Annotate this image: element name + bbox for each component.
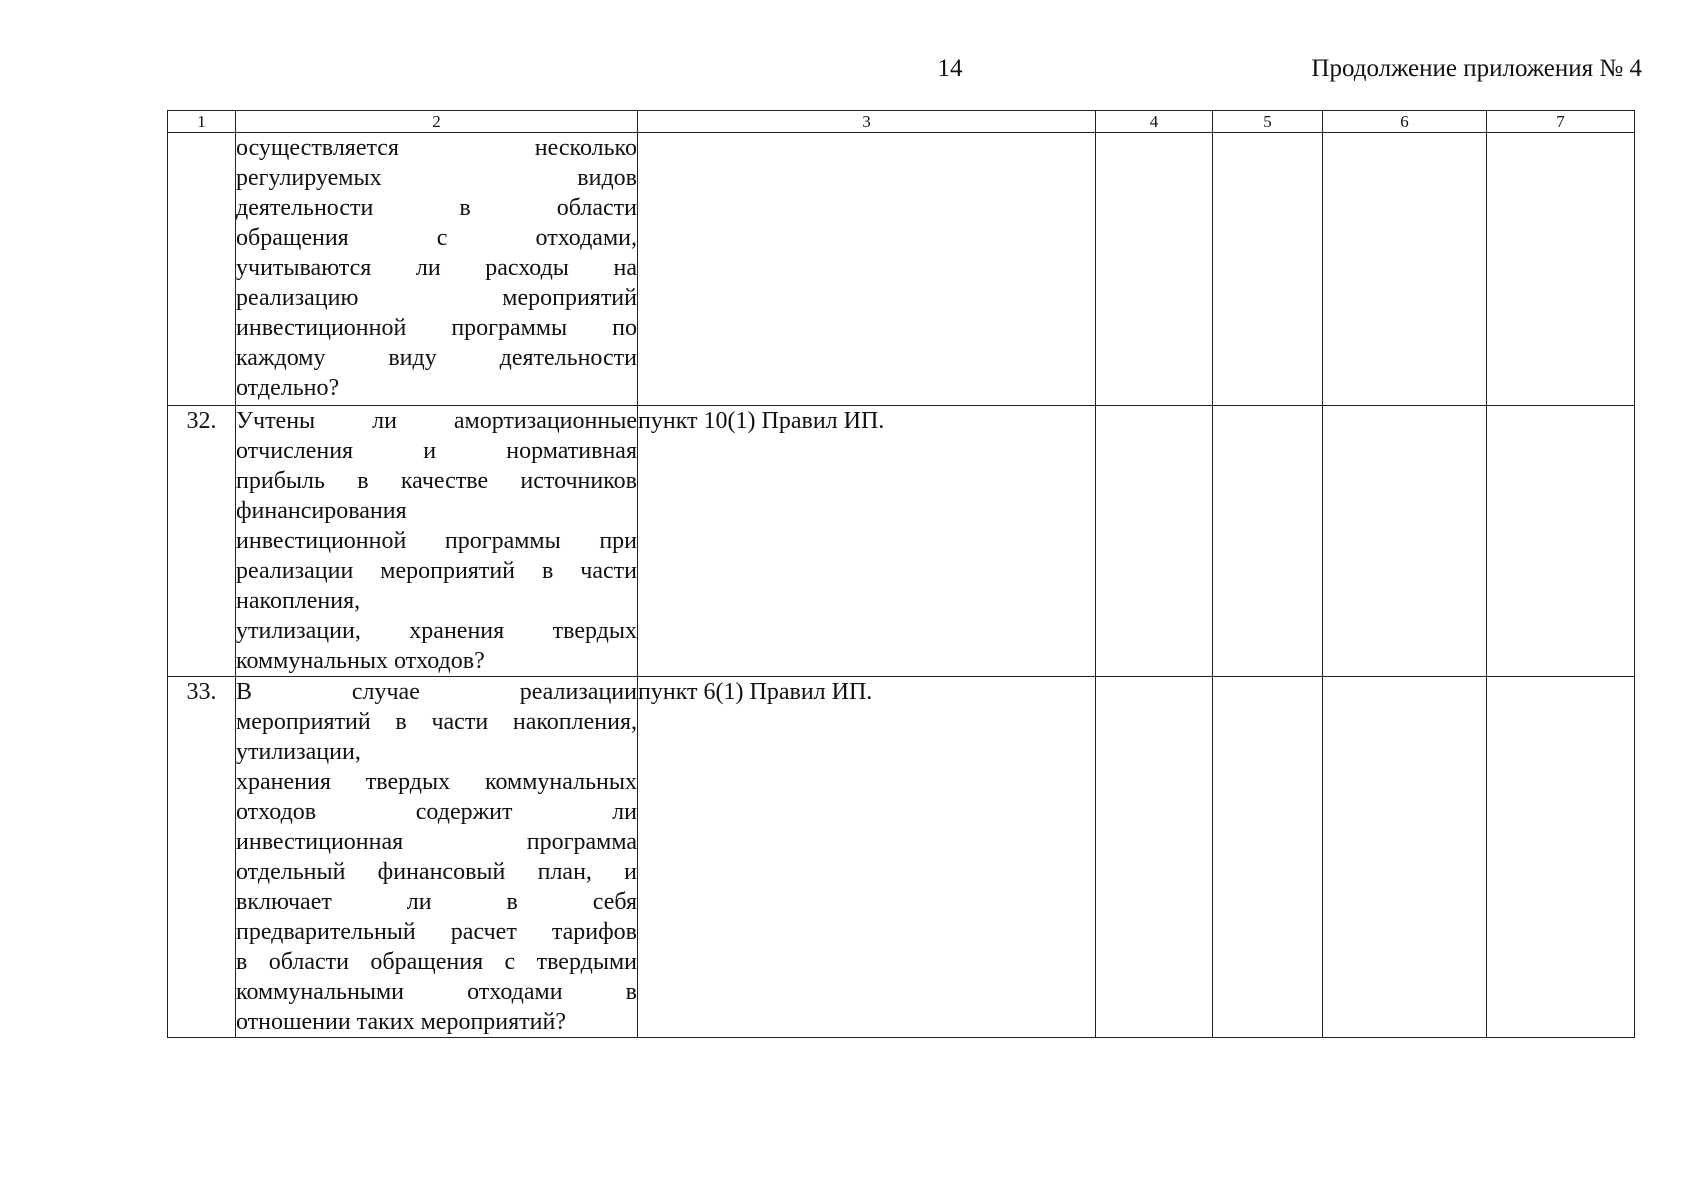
empty-cell xyxy=(1096,133,1213,406)
question-line: отдельный финансовый план, и xyxy=(236,859,637,885)
question-line: Учтены ли амортизационные xyxy=(236,408,637,434)
question-line: утилизации, xyxy=(236,739,361,765)
table-row xyxy=(168,677,1635,1038)
column-header: 6 xyxy=(1323,111,1487,133)
empty-cell xyxy=(1213,406,1323,677)
question-cell xyxy=(236,406,638,677)
empty-cell xyxy=(1323,406,1487,677)
checklist-table xyxy=(167,110,1635,1038)
question-cell xyxy=(236,133,638,406)
question-line: осуществляется несколько xyxy=(236,135,637,161)
question-line: инвестиционной программы при xyxy=(236,528,637,554)
table-row xyxy=(168,133,1635,406)
reference-cell: пункт 6(1) Правил ИП. xyxy=(638,677,1096,1038)
empty-cell xyxy=(1323,133,1487,406)
question-line: инвестиционной программы по xyxy=(236,315,637,341)
empty-cell xyxy=(1487,406,1635,677)
column-header: 2 xyxy=(236,111,638,133)
empty-cell xyxy=(1213,677,1323,1038)
question-line: реализации мероприятий в части xyxy=(236,558,637,584)
question-line: коммунальными отходами в xyxy=(236,979,637,1005)
question-line: обращения с отходами, xyxy=(236,225,637,251)
question-line: реализацию мероприятий xyxy=(236,285,637,311)
question-line: в области обращения с твердыми xyxy=(236,949,637,975)
column-header: 3 xyxy=(638,111,1096,133)
empty-cell xyxy=(1323,677,1487,1038)
question-line: отдельно? xyxy=(236,375,340,401)
question-line: предварительный расчет тарифов xyxy=(236,919,637,945)
table-row xyxy=(168,406,1635,677)
empty-cell xyxy=(1096,677,1213,1038)
continuation-title: Продолжение приложения № 4 xyxy=(1311,55,1642,82)
question-line: инвестиционная программа xyxy=(236,829,637,855)
empty-cell xyxy=(1213,133,1323,406)
question-line: мероприятий в части накопления, xyxy=(236,709,637,735)
question-line: накопления, xyxy=(236,588,361,614)
reference-cell: пункт 10(1) Правил ИП. xyxy=(638,406,1096,677)
column-number-row xyxy=(168,111,1635,133)
question-line: деятельности в области xyxy=(236,195,637,221)
reference-cell xyxy=(638,133,1096,406)
question-line: коммунальных отходов? xyxy=(236,648,485,674)
question-line: отходов содержит ли xyxy=(236,799,637,825)
question-line: каждому виду деятельности xyxy=(236,345,637,371)
row-number: 33. xyxy=(168,677,236,1038)
question-line: отношении таких мероприятий? xyxy=(236,1009,567,1035)
column-header: 1 xyxy=(168,111,236,133)
question-line: учитываются ли расходы на xyxy=(236,255,637,281)
row-number: 32. xyxy=(168,406,236,677)
question-line: отчисления и нормативная xyxy=(236,438,637,464)
empty-cell xyxy=(1487,133,1635,406)
column-header: 7 xyxy=(1487,111,1635,133)
question-line: утилизации, хранения твердых xyxy=(236,618,637,644)
question-line: регулируемых видов xyxy=(236,165,637,191)
question-line: хранения твердых коммунальных xyxy=(236,769,637,795)
question-line: прибыль в качестве источников xyxy=(236,468,637,494)
question-line: включает ли в себя xyxy=(236,889,637,915)
row-number xyxy=(168,133,236,406)
question-line: финансирования xyxy=(236,498,407,524)
question-cell xyxy=(236,677,638,1038)
page-number: 14 xyxy=(937,55,963,82)
column-header: 4 xyxy=(1096,111,1213,133)
question-line: В случае реализации xyxy=(236,679,637,705)
empty-cell xyxy=(1096,406,1213,677)
empty-cell xyxy=(1487,677,1635,1038)
column-header: 5 xyxy=(1213,111,1323,133)
